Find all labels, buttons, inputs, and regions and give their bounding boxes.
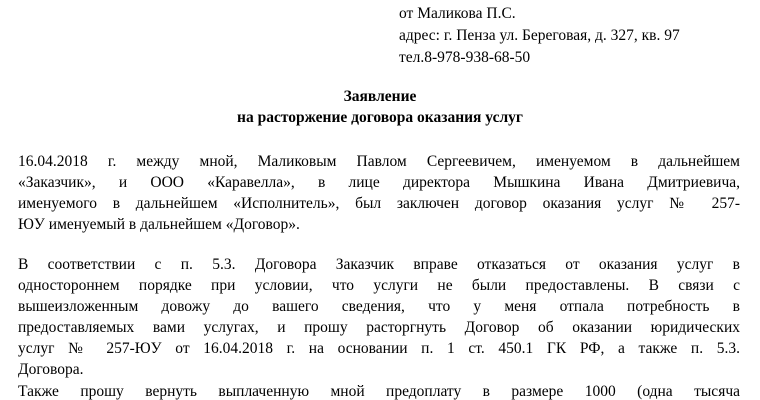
paragraph-1-line-2: «Заказчик», и ООО «Каравелла», в лице директора Мышкина Ивана Дмитриевича, <box>18 174 740 191</box>
paragraph-2-line-3: вышеизложенным довожу до вашего сведения, что у меня отпала потребность в <box>18 298 740 315</box>
sender-header <box>399 3 680 69</box>
title-subtitle: на расторжение договора оказания услуг <box>237 109 523 126</box>
paragraph-2-line-1: В соответствии с п. 5.3. Договора Заказчик вправе отказаться от оказания услуг в <box>18 256 740 273</box>
paragraph-1-line-1: 16.04.2018 г. между мной, Маликовым Павлом Сергеевичем, именуемом в дальнейшем <box>18 153 740 170</box>
paragraph-2-line-6: Договора. <box>18 361 84 378</box>
paragraph-1-line-4: ЮУ именуемый в дальнейшем «Договор». <box>18 216 300 233</box>
title-main: Заявление <box>343 88 417 105</box>
sender-address: адрес: г. Пенза ул. Береговая, д. 327, кв. 97 <box>399 27 680 44</box>
paragraph-3-line-1: Также прошу вернуть выплаченную мной предоплату в размере 1000 (одна тысяча <box>18 383 740 400</box>
document-title <box>0 86 760 128</box>
sender-phone: тел.8-978-938-68-50 <box>399 49 531 66</box>
sender-name: от Маликова П.С. <box>399 5 516 22</box>
paragraph-2-line-2: одностороннем порядке при условии, что услуги не были предоставлены. В связи с <box>18 277 740 294</box>
paragraph-2-line-4: предоставляемых вами услугах, и прошу расторгнуть Договор об оказании юридических <box>18 319 740 336</box>
paragraph-1-line-3: именуемого в дальнейшем «Исполнитель», был заключен договор оказания услуг № 257- <box>18 195 740 212</box>
paragraph-2-line-5: услуг № 257-ЮУ от 16.04.2018 г. на основании п. 1 ст. 450.1 ГК РФ, а также п. 5.3. <box>18 340 740 357</box>
